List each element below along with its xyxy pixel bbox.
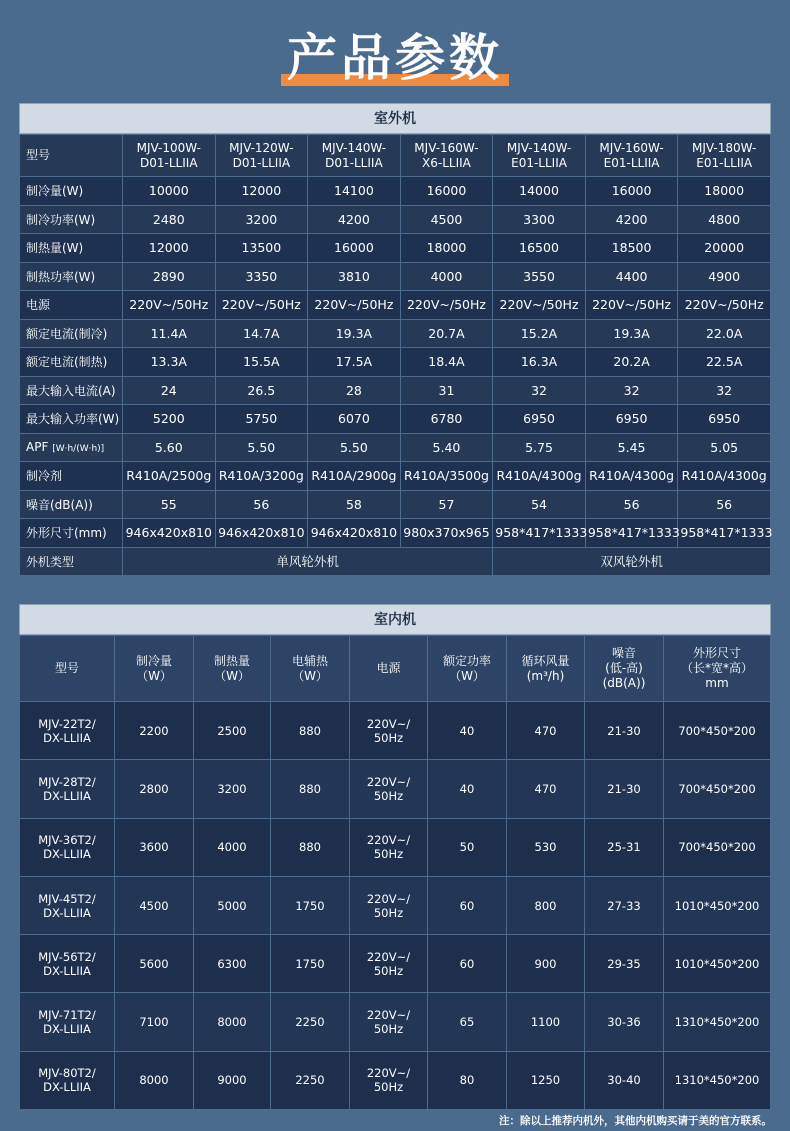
value-cell: 14100 bbox=[308, 177, 401, 206]
cell-line: （W） bbox=[449, 668, 485, 683]
outdoor-spec-row bbox=[20, 319, 771, 348]
cell-line: E01-LLIIA bbox=[511, 155, 567, 170]
value-cell bbox=[350, 935, 428, 993]
value-cell: 13.3A bbox=[123, 348, 216, 377]
row-label bbox=[20, 348, 123, 377]
cell-line: 外形尺寸 bbox=[692, 646, 741, 660]
column-header bbox=[20, 636, 115, 702]
row-label: 型号 bbox=[20, 135, 123, 177]
model-name-cell bbox=[123, 135, 216, 177]
cell-line: 50Hz bbox=[373, 847, 404, 862]
value-cell: 12000 bbox=[123, 234, 216, 263]
cell-line: MJV-28T2/ bbox=[38, 774, 96, 789]
column-header bbox=[585, 636, 664, 702]
value-cell: 3600 bbox=[115, 818, 194, 876]
cell-line: 电源 bbox=[376, 661, 401, 675]
value-cell: 9000 bbox=[194, 1051, 271, 1109]
cell-line: 循环风量 bbox=[521, 653, 570, 668]
row-label bbox=[20, 205, 123, 234]
value-cell bbox=[350, 1051, 428, 1109]
model-name-cell bbox=[678, 135, 771, 177]
indoor-section-heading: 室内机 bbox=[19, 604, 771, 635]
indoor-header-row bbox=[20, 636, 771, 702]
value-cell: 4500 bbox=[115, 876, 194, 934]
cell-line: MJV-160W- bbox=[414, 140, 479, 155]
value-cell: 19.3A bbox=[585, 319, 678, 348]
value-cell: 8000 bbox=[115, 1051, 194, 1109]
value-cell: R410A/4300g bbox=[585, 462, 678, 491]
value-cell: 3810 bbox=[308, 262, 401, 291]
value-cell: 16000 bbox=[585, 177, 678, 206]
row-label-text: 最大输入功率(W) bbox=[26, 412, 120, 427]
model-name-cell bbox=[20, 876, 115, 934]
cell-line: （W） bbox=[292, 668, 328, 683]
cell-line: 噪音 bbox=[611, 646, 636, 660]
cell-line: 制冷量 bbox=[135, 653, 172, 668]
value-cell: 5.60 bbox=[123, 433, 216, 462]
cell-line: 220V~/ bbox=[366, 949, 411, 964]
value-cell: 6070 bbox=[308, 405, 401, 434]
value-cell: 7100 bbox=[115, 993, 194, 1051]
value-cell: 16000 bbox=[400, 177, 493, 206]
value-cell: 14000 bbox=[493, 177, 586, 206]
page-title: 产品参数 bbox=[287, 18, 503, 90]
model-name-cell bbox=[20, 818, 115, 876]
value-cell: 40 bbox=[428, 702, 507, 760]
value-cell: 11.4A bbox=[123, 319, 216, 348]
value-cell: 3300 bbox=[493, 205, 586, 234]
column-header bbox=[350, 636, 428, 702]
row-label-text: 噪音(dB(A)) bbox=[26, 497, 93, 512]
value-cell: 5.40 bbox=[400, 433, 493, 462]
value-cell: 5.45 bbox=[585, 433, 678, 462]
value-cell: 22.0A bbox=[678, 319, 771, 348]
value-cell: 50 bbox=[428, 818, 507, 876]
value-cell: R410A/2500g bbox=[123, 462, 216, 491]
value-cell: 6780 bbox=[400, 405, 493, 434]
row-label-text: 制热功率(W) bbox=[26, 269, 96, 284]
cell-line: mm bbox=[705, 676, 729, 690]
row-label bbox=[20, 291, 123, 320]
value-cell: 3200 bbox=[215, 205, 308, 234]
value-cell: 4000 bbox=[194, 818, 271, 876]
value-cell: 1310*450*200 bbox=[664, 1051, 771, 1109]
model-name-cell bbox=[308, 135, 401, 177]
row-label-text: 最大输入电流(A) bbox=[26, 383, 116, 398]
value-cell: 1100 bbox=[507, 993, 585, 1051]
value-cell: 29-35 bbox=[585, 935, 664, 993]
outdoor-spec-row bbox=[20, 376, 771, 405]
cell-line: DX-LLIIA bbox=[43, 1022, 91, 1037]
value-cell: 18.4A bbox=[400, 348, 493, 377]
value-cell: 220V~/50Hz bbox=[215, 291, 308, 320]
row-label bbox=[20, 177, 123, 206]
row-label-text: 制冷剂 bbox=[26, 469, 63, 484]
value-cell: 3200 bbox=[194, 760, 271, 818]
value-cell: 4400 bbox=[585, 262, 678, 291]
value-cell: 4900 bbox=[678, 262, 771, 291]
value-cell bbox=[350, 993, 428, 1051]
value-cell: 20.7A bbox=[400, 319, 493, 348]
model-name-cell bbox=[585, 135, 678, 177]
cell-line: 额定功率 bbox=[442, 653, 491, 668]
indoor-spec-row bbox=[20, 935, 771, 993]
cell-line: （W） bbox=[214, 668, 250, 683]
cell-line: 制热量 bbox=[213, 653, 250, 668]
value-cell: 17.5A bbox=[308, 348, 401, 377]
model-name-cell bbox=[215, 135, 308, 177]
row-label-text: APF bbox=[26, 440, 49, 455]
value-cell: 31 bbox=[400, 376, 493, 405]
value-cell: 958*417*1333 bbox=[493, 519, 586, 548]
value-cell: 4200 bbox=[585, 205, 678, 234]
value-cell: 700*450*200 bbox=[664, 760, 771, 818]
value-cell: 880 bbox=[271, 818, 350, 876]
cell-line: (低-高) bbox=[605, 661, 643, 675]
row-label bbox=[20, 490, 123, 519]
value-cell bbox=[350, 818, 428, 876]
value-cell: 30-40 bbox=[585, 1051, 664, 1109]
footnote: 注：除以上推荐内机外，其他内机购买请于美的官方联系。 bbox=[499, 1115, 772, 1127]
value-cell: 3350 bbox=[215, 262, 308, 291]
cell-line: 50Hz bbox=[373, 905, 404, 920]
value-cell: 22.5A bbox=[678, 348, 771, 377]
value-cell: 5.75 bbox=[493, 433, 586, 462]
cell-line: 型号 bbox=[54, 661, 79, 675]
cell-line: D01-LLIIA bbox=[140, 155, 198, 170]
value-cell: 60 bbox=[428, 935, 507, 993]
cell-line: X6-LLIIA bbox=[422, 155, 471, 170]
value-cell: 18500 bbox=[585, 234, 678, 263]
value-cell: 14.7A bbox=[215, 319, 308, 348]
row-label: 外机类型 bbox=[20, 547, 123, 575]
cell-line: 电辅热 bbox=[291, 653, 328, 668]
cell-line: MJV-36T2/ bbox=[38, 833, 96, 848]
value-cell: 946x420x810 bbox=[308, 519, 401, 548]
value-cell: 16.3A bbox=[493, 348, 586, 377]
value-cell: 15.2A bbox=[493, 319, 586, 348]
cell-line: D01-LLIIA bbox=[325, 155, 383, 170]
column-header bbox=[194, 636, 271, 702]
row-label-text: 额定电流(制热) bbox=[26, 355, 108, 370]
outdoor-spec-row bbox=[20, 519, 771, 548]
cell-line: MJV-100W- bbox=[136, 140, 201, 155]
value-cell: 18000 bbox=[400, 234, 493, 263]
cell-line: MJV-22T2/ bbox=[38, 716, 96, 731]
cell-line: 220V~/ bbox=[366, 774, 411, 789]
cell-line: 50Hz bbox=[373, 788, 404, 803]
outdoor-unit-table bbox=[19, 103, 771, 576]
value-cell: 16500 bbox=[493, 234, 586, 263]
row-label bbox=[20, 405, 123, 434]
value-cell: 220V~/50Hz bbox=[493, 291, 586, 320]
value-cell: 880 bbox=[271, 760, 350, 818]
value-cell: 946x420x810 bbox=[215, 519, 308, 548]
cell-line: E01-LLIIA bbox=[603, 155, 660, 170]
column-header bbox=[271, 636, 350, 702]
indoor-spec-row bbox=[20, 818, 771, 876]
value-cell: 56 bbox=[678, 490, 771, 519]
row-label bbox=[20, 234, 123, 263]
cell-line: MJV-140W- bbox=[321, 140, 387, 155]
cell-line: （长*宽*高） bbox=[680, 661, 753, 675]
value-cell: 1250 bbox=[507, 1051, 585, 1109]
value-cell: 16000 bbox=[308, 234, 401, 263]
row-label-text: 电源 bbox=[26, 298, 51, 313]
indoor-spec-row bbox=[20, 993, 771, 1051]
value-cell: 15.5A bbox=[215, 348, 308, 377]
value-cell bbox=[350, 876, 428, 934]
value-cell: 980x370x965 bbox=[400, 519, 493, 548]
value-cell: 4200 bbox=[308, 205, 401, 234]
value-cell: 55 bbox=[123, 490, 216, 519]
model-name-cell bbox=[20, 760, 115, 818]
value-cell: 220V~/50Hz bbox=[678, 291, 771, 320]
value-cell: 958*417*1333 bbox=[585, 519, 678, 548]
value-cell: R410A/2900g bbox=[308, 462, 401, 491]
value-cell: 958*417*1333 bbox=[678, 519, 771, 548]
cell-line: 50Hz bbox=[373, 730, 404, 745]
value-cell: 56 bbox=[585, 490, 678, 519]
cell-line: MJV-120W- bbox=[229, 140, 294, 155]
value-cell: 6950 bbox=[493, 405, 586, 434]
row-label-text: 外形尺寸(mm) bbox=[26, 526, 107, 541]
cell-line: 50Hz bbox=[373, 1080, 404, 1095]
double-fan-type-cell: 双风轮外机 bbox=[493, 547, 771, 575]
outdoor-model-row bbox=[20, 135, 771, 177]
value-cell: 5.50 bbox=[308, 433, 401, 462]
cell-line: MJV-71T2/ bbox=[38, 1008, 96, 1023]
cell-line: MJV-45T2/ bbox=[38, 891, 96, 906]
indoor-spec-row bbox=[20, 1051, 771, 1109]
value-cell: 5000 bbox=[194, 876, 271, 934]
cell-line: E01-LLIIA bbox=[696, 155, 753, 170]
value-cell: 5.50 bbox=[215, 433, 308, 462]
value-cell: 2200 bbox=[115, 702, 194, 760]
value-cell: 220V~/50Hz bbox=[308, 291, 401, 320]
value-cell: 5750 bbox=[215, 405, 308, 434]
row-label-text: 额定电流(制冷) bbox=[26, 326, 108, 341]
row-label bbox=[20, 262, 123, 291]
value-cell: 1750 bbox=[271, 935, 350, 993]
column-header bbox=[664, 636, 771, 702]
value-cell: 2480 bbox=[123, 205, 216, 234]
cell-line: MJV-80T2/ bbox=[38, 1066, 96, 1081]
outdoor-spec-row bbox=[20, 262, 771, 291]
outdoor-type-row bbox=[20, 547, 771, 575]
column-header bbox=[115, 636, 194, 702]
outdoor-spec-row bbox=[20, 490, 771, 519]
cell-line: (m³/h) bbox=[526, 668, 565, 683]
value-cell: 4000 bbox=[400, 262, 493, 291]
value-cell: 220V~/50Hz bbox=[400, 291, 493, 320]
cell-line: DX-LLIIA bbox=[43, 1080, 91, 1095]
value-cell: 5200 bbox=[123, 405, 216, 434]
value-cell: 5600 bbox=[115, 935, 194, 993]
value-cell: 20000 bbox=[678, 234, 771, 263]
value-cell: 946x420x810 bbox=[123, 519, 216, 548]
title-area bbox=[0, 0, 790, 102]
value-cell: 57 bbox=[400, 490, 493, 519]
indoor-unit-table bbox=[19, 604, 771, 1110]
outdoor-spec-row bbox=[20, 177, 771, 206]
value-cell: 470 bbox=[507, 702, 585, 760]
row-label-text: 制冷量(W) bbox=[26, 184, 84, 199]
cell-line: 220V~/ bbox=[366, 1066, 411, 1081]
value-cell: 30-36 bbox=[585, 993, 664, 1051]
cell-line: 220V~/ bbox=[366, 716, 411, 731]
value-cell: 470 bbox=[507, 760, 585, 818]
outdoor-spec-row bbox=[20, 405, 771, 434]
value-cell: 24 bbox=[123, 376, 216, 405]
value-cell: 6300 bbox=[194, 935, 271, 993]
single-fan-type-cell: 单风轮外机 bbox=[123, 547, 493, 575]
value-cell: 26.5 bbox=[215, 376, 308, 405]
value-cell: 2890 bbox=[123, 262, 216, 291]
value-cell bbox=[350, 702, 428, 760]
value-cell: 6950 bbox=[585, 405, 678, 434]
outdoor-spec-row bbox=[20, 291, 771, 320]
indoor-spec-row bbox=[20, 702, 771, 760]
value-cell: 900 bbox=[507, 935, 585, 993]
value-cell: 2500 bbox=[194, 702, 271, 760]
value-cell: 13500 bbox=[215, 234, 308, 263]
value-cell: R410A/3500g bbox=[400, 462, 493, 491]
outdoor-spec-row bbox=[20, 348, 771, 377]
value-cell: 12000 bbox=[215, 177, 308, 206]
model-name-cell bbox=[20, 935, 115, 993]
cell-line: 220V~/ bbox=[366, 833, 411, 848]
row-label bbox=[20, 433, 123, 462]
cell-line: 50Hz bbox=[373, 1022, 404, 1037]
cell-line: 50Hz bbox=[373, 963, 404, 978]
value-cell: 2250 bbox=[271, 1051, 350, 1109]
cell-line: MJV-160W- bbox=[599, 140, 664, 155]
model-name-cell bbox=[493, 135, 586, 177]
value-cell: R410A/4300g bbox=[678, 462, 771, 491]
model-name-cell bbox=[20, 1051, 115, 1109]
row-label bbox=[20, 319, 123, 348]
value-cell: 60 bbox=[428, 876, 507, 934]
value-cell: 8000 bbox=[194, 993, 271, 1051]
value-cell: 28 bbox=[308, 376, 401, 405]
row-label bbox=[20, 462, 123, 491]
cell-line: DX-LLIIA bbox=[43, 730, 91, 745]
value-cell: 220V~/50Hz bbox=[123, 291, 216, 320]
outdoor-spec-row bbox=[20, 234, 771, 263]
value-cell: 5.05 bbox=[678, 433, 771, 462]
cell-line: 220V~/ bbox=[366, 1008, 411, 1023]
cell-line: MJV-56T2/ bbox=[38, 949, 96, 964]
value-cell: 1750 bbox=[271, 876, 350, 934]
value-cell: 2250 bbox=[271, 993, 350, 1051]
cell-line: (dB(A)) bbox=[602, 676, 646, 690]
row-label bbox=[20, 376, 123, 405]
row-label bbox=[20, 519, 123, 548]
value-cell: 56 bbox=[215, 490, 308, 519]
outdoor-spec-row bbox=[20, 433, 771, 462]
column-header bbox=[428, 636, 507, 702]
value-cell: 700*450*200 bbox=[664, 702, 771, 760]
cell-line: DX-LLIIA bbox=[43, 905, 91, 920]
value-cell: 80 bbox=[428, 1051, 507, 1109]
row-label-text: 制热量(W) bbox=[26, 241, 84, 256]
value-cell: 21-30 bbox=[585, 702, 664, 760]
value-cell: 20.2A bbox=[585, 348, 678, 377]
cell-line: DX-LLIIA bbox=[43, 788, 91, 803]
value-cell: 530 bbox=[507, 818, 585, 876]
value-cell: 6950 bbox=[678, 405, 771, 434]
outdoor-section-heading: 室外机 bbox=[19, 103, 771, 134]
cell-line: MJV-180W- bbox=[692, 140, 757, 155]
cell-line: MJV-140W- bbox=[506, 140, 572, 155]
outdoor-spec-row bbox=[20, 205, 771, 234]
row-label-unit: [W·h/(W·h)] bbox=[52, 444, 105, 455]
value-cell: R410A/4300g bbox=[493, 462, 586, 491]
value-cell: 54 bbox=[493, 490, 586, 519]
value-cell: 220V~/50Hz bbox=[585, 291, 678, 320]
value-cell: 40 bbox=[428, 760, 507, 818]
row-label-text: 制冷功率(W) bbox=[26, 212, 96, 227]
cell-line: （W） bbox=[136, 668, 172, 683]
value-cell: 19.3A bbox=[308, 319, 401, 348]
value-cell: 880 bbox=[271, 702, 350, 760]
value-cell: 65 bbox=[428, 993, 507, 1051]
value-cell bbox=[350, 760, 428, 818]
value-cell: 1010*450*200 bbox=[664, 935, 771, 993]
value-cell: 4800 bbox=[678, 205, 771, 234]
value-cell: 800 bbox=[507, 876, 585, 934]
model-name-cell bbox=[20, 702, 115, 760]
value-cell: 700*450*200 bbox=[664, 818, 771, 876]
indoor-spec-row bbox=[20, 876, 771, 934]
value-cell: 1010*450*200 bbox=[664, 876, 771, 934]
indoor-spec-row bbox=[20, 760, 771, 818]
value-cell: 10000 bbox=[123, 177, 216, 206]
value-cell: 4500 bbox=[400, 205, 493, 234]
value-cell: 27-33 bbox=[585, 876, 664, 934]
value-cell: 32 bbox=[585, 376, 678, 405]
outdoor-spec-row bbox=[20, 462, 771, 491]
value-cell: 18000 bbox=[678, 177, 771, 206]
value-cell: 32 bbox=[678, 376, 771, 405]
value-cell: 3550 bbox=[493, 262, 586, 291]
column-header bbox=[507, 636, 585, 702]
value-cell: 25-31 bbox=[585, 818, 664, 876]
value-cell: 1310*450*200 bbox=[664, 993, 771, 1051]
cell-line: DX-LLIIA bbox=[43, 963, 91, 978]
value-cell: 2800 bbox=[115, 760, 194, 818]
cell-line: 220V~/ bbox=[366, 891, 411, 906]
value-cell: R410A/3200g bbox=[215, 462, 308, 491]
model-name-cell bbox=[400, 135, 493, 177]
value-cell: 58 bbox=[308, 490, 401, 519]
cell-line: D01-LLIIA bbox=[232, 155, 291, 170]
value-cell: 32 bbox=[493, 376, 586, 405]
value-cell: 21-30 bbox=[585, 760, 664, 818]
model-name-cell bbox=[20, 993, 115, 1051]
cell-line: DX-LLIIA bbox=[43, 847, 91, 862]
